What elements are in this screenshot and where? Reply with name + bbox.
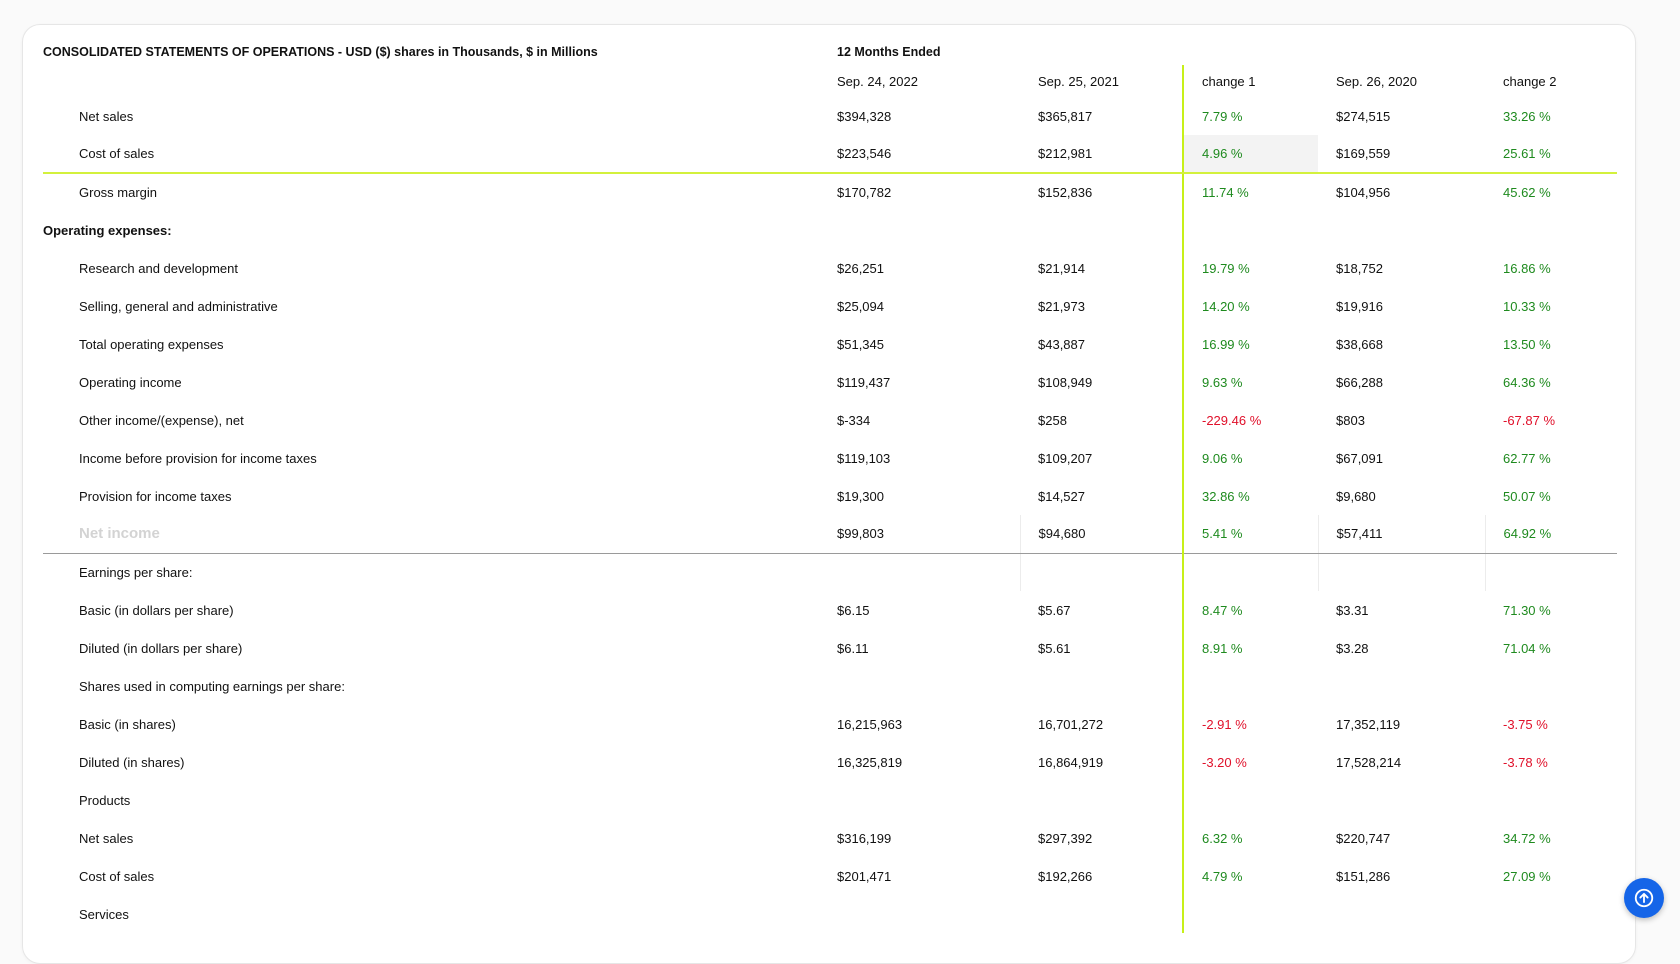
table-row: Diluted (in dollars per share) $6.11 $5.61 8.91 % $3.28 71.04 % (43, 629, 1617, 667)
header-row-columns (43, 65, 1617, 97)
table-row: Basic (in dollars per share) $6.15 $5.67 8.47 % $3.31 71.30 % (43, 591, 1617, 629)
table-row-net-income: Net income $99,803 $94,680 5.41 % $57,411 64.92 % (43, 515, 1617, 553)
operations-table (43, 39, 1617, 933)
table-row: Income before provision for income taxes $119,103 $109,207 9.06 % $67,091 62.77 % (43, 439, 1617, 477)
table-row: Other income/(expense), net $-334 $258 -229.46 % $803 -67.87 % (43, 401, 1617, 439)
period-header: 12 Months Ended (837, 45, 941, 59)
section-row (43, 211, 1617, 249)
section-row (43, 781, 1617, 819)
section-heading-operating-expenses: Operating expenses: (43, 222, 172, 238)
table-row: Diluted (in shares) 16,325,819 16,864,919 -3.20 % 17,528,214 -3.78 % (43, 743, 1617, 781)
section-heading-products: Products (79, 792, 131, 808)
arrow-up-circle-icon (1633, 887, 1655, 909)
table-row: Basic (in shares) 16,215,963 16,701,272 -2.91 % 17,352,119 -3.75 % (43, 705, 1617, 743)
col-header-change-1: change 1 (1183, 65, 1318, 97)
net-income-label: Net income (43, 515, 819, 553)
table-row: Total operating expenses $51,345 $43,887 16.99 % $38,668 13.50 % (43, 325, 1617, 363)
table-row: Net sales $394,328 $365,817 7.79 % $274,515 33.26 % (43, 97, 1617, 135)
section-heading-shares: Shares used in computing earnings per share: (79, 678, 345, 694)
table-row: Operating income $119,437 $108,949 9.63 % $66,288 64.36 % (43, 363, 1617, 401)
table-row: Net sales $316,199 $297,392 6.32 % $220,747 34.72 % (43, 819, 1617, 857)
section-heading-eps: Earnings per share: (79, 564, 193, 580)
table-row: Research and development $26,251 $21,914 19.79 % $18,752 16.86 % (43, 249, 1617, 287)
hovered-cell: 4.96 % (1183, 135, 1318, 173)
table-row: Selling, general and administrative $25,094 $21,973 14.20 % $19,916 10.33 % (43, 287, 1617, 325)
table-row: Cost of sales $201,471 $192,266 4.79 % $151,286 27.09 % (43, 857, 1617, 895)
section-row (43, 553, 1617, 591)
col-header-sep-2020: Sep. 26, 2020 (1336, 73, 1417, 89)
col-header-change-2: change 2 (1503, 73, 1557, 89)
section-heading-services: Services (79, 906, 129, 922)
section-row (43, 895, 1617, 933)
table-row: Gross margin $170,782 $152,836 11.74 % $104,956 45.62 % (43, 173, 1617, 211)
col-header-sep-2021: Sep. 25, 2021 (1038, 73, 1119, 89)
financial-statement-card (22, 24, 1636, 964)
section-row (43, 667, 1617, 705)
scroll-to-top-button[interactable] (1624, 878, 1664, 918)
col-header-sep-2022: Sep. 24, 2022 (837, 73, 918, 89)
table-title: CONSOLIDATED STATEMENTS OF OPERATIONS - USD ($) shares in Thousands, $ in Millions (43, 45, 598, 59)
table-row: Cost of sales $223,546 $212,981 4.96 % $169,559 25.61 % (43, 135, 1617, 173)
table-row: Provision for income taxes $19,300 $14,527 32.86 % $9,680 50.07 % (43, 477, 1617, 515)
header-row-title (43, 39, 1617, 65)
